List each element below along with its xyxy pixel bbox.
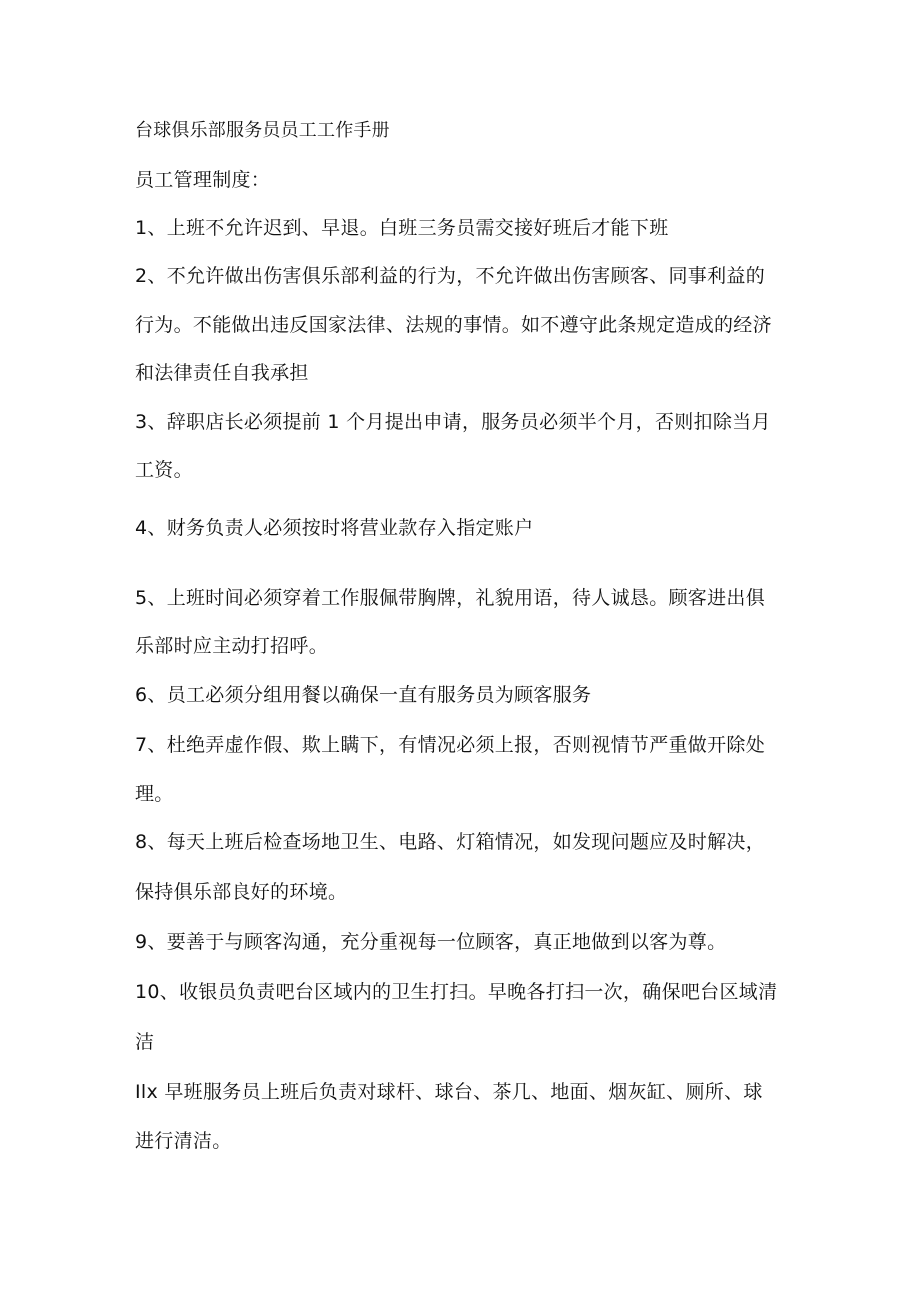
text-line: Ilx 早班服务员上班后负责对球杆、球台、茶几、地面、烟灰缸、厕所、球: [135, 1081, 763, 1103]
document-title: 台球俱乐部服务员员工工作手册: [135, 120, 390, 141]
text-line: 6、员工必须分组用餐以确保一直有服务员为顾客服务: [135, 684, 592, 706]
text-line: 3、辞职店长必须提前 1 个月提出申请，服务员必须半个月，否则扣除当月: [135, 411, 771, 433]
text-line: 7、杜绝弄虚作假、欺上瞒下，有情况必须上报，否则视情节严重做开除处: [135, 734, 765, 756]
text-line: 8、每天上班后检查场地卫生、电路、灯箱情况，如发现问题应及时解决，: [135, 831, 765, 853]
section-heading: 员工管理制度：: [135, 169, 271, 191]
text-line: 保持俱乐部良好的环境。: [135, 881, 348, 903]
text-line: 2、不允许做出伤害俱乐部利益的行为，不允许做出伤害顾客、同事利益的: [135, 265, 765, 287]
text-line: 理。: [135, 783, 174, 805]
text-line: 工资。: [135, 459, 193, 481]
text-line: 5、上班时间必须穿着工作服佩带胸牌，礼貌用语，待人诚恳。顾客进出俱: [135, 587, 765, 609]
text-line: 行为。不能做出违反国家法律、法规的事情。如不遵守此条规定造成的经济: [135, 314, 772, 336]
text-line: 10、收银员负责吧台区域内的卫生打扫。早晚各打扫一次，确保吧台区域清: [135, 981, 778, 1003]
text-line: 1、上班不允许迟到、早退。白班三务员需交接好班后才能下班: [135, 217, 669, 239]
text-line: 洁: [135, 1031, 155, 1053]
text-line: 4、财务负责人必须按时将营业款存入指定账户: [135, 517, 534, 539]
text-line: 进行清洁。: [135, 1130, 232, 1152]
text-line: 9、要善于与顾客沟通，充分重视每一位顾客，真正地做到以客为尊。: [135, 931, 727, 953]
text-line: 乐部时应主动打招呼。: [135, 635, 329, 657]
text-line: 和法律责任自我承担: [135, 362, 309, 384]
